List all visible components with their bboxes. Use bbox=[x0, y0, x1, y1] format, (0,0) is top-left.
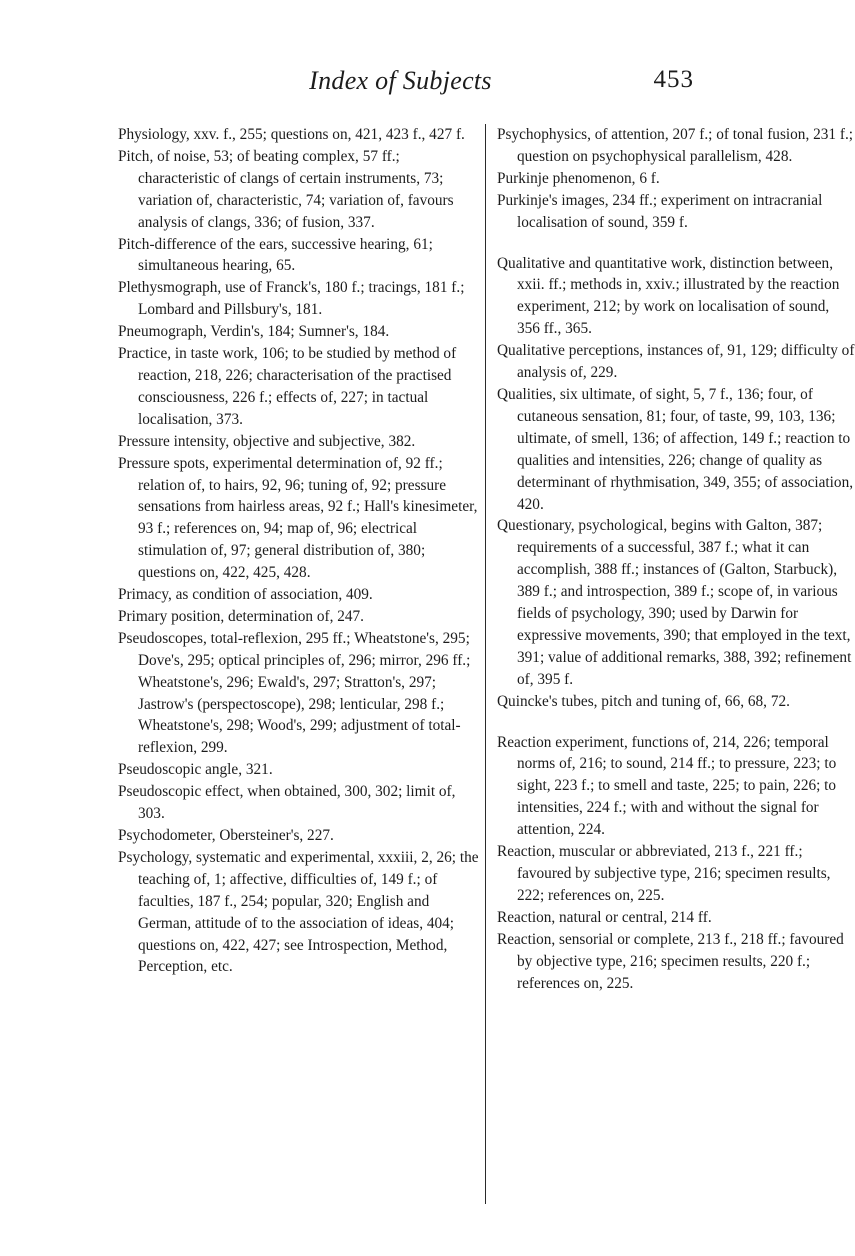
index-entry: Psychophysics, of attention, 207 f.; of tonal fusion, 231 f.; question on psychophysical parallelism, 428. bbox=[497, 126, 854, 165]
page-number: 453 bbox=[653, 66, 694, 93]
index-entry: Practice, in taste work, 106; to be studied by method of reaction, 218, 226; characterisation of the practised consciousness, 226 f.; effects of, 227; in tactual localisation, 373. bbox=[118, 345, 457, 428]
index-entry: Plethysmograph, use of Franck's, 180 f.; tracings, 181 f.; Lombard and Pillsbury's, 181. bbox=[118, 279, 465, 319]
index-entry: Primacy, as condition of association, 409. bbox=[118, 586, 373, 604]
index-entry: Pseudoscopic angle, 321. bbox=[118, 761, 273, 779]
index-entry: Pneumograph, Verdin's, 184; Sumner's, 184. bbox=[118, 323, 390, 341]
index-entry: Qualitative and quantitative work, distinction between, xxii. ff.; methods in, xxiv.; illustrated by the reaction experiment, 212; by work on localisation of sound, 356 ff., 365. bbox=[497, 254, 840, 338]
index-entry: Pitch, of noise, 53; of beating complex, 57 ff.; characteristic of clangs of certain instruments, 73; variation of, characteristic, 74; variation of, favours analysis of clangs, 336; of fusion, 337. bbox=[118, 147, 454, 231]
index-entry: Pressure intensity, objective and subjective, 382. bbox=[118, 432, 416, 450]
index-entry: Psychodometer, Obersteiner's, 227. bbox=[118, 827, 334, 844]
index-entry: Pseudoscopic effect, when obtained, 300, 302; limit of, 303. bbox=[118, 783, 456, 823]
running-header bbox=[0, 66, 801, 106]
index-column-left bbox=[118, 124, 482, 978]
index-entry: Pitch-difference of the ears, successive hearing, 61; simultaneous hearing, 65. bbox=[118, 235, 433, 275]
index-entry: Reaction, natural or central, 214 ff. bbox=[497, 908, 712, 926]
index-entry: Quincke's tubes, pitch and tuning of, 66, 68, 72. bbox=[497, 692, 790, 710]
index-entry: Pressure spots, experimental determination of, 92 ff.; relation of, to hairs, 92, 96; tuning of, 92; pressure sensations from hairless areas, 92 f.; Hall's kinesimeter, 93 f.; references on, 94; map of, 96; electrical stimulation of, 97; general distribution of, 380; questions on, 422, 425, 428. bbox=[118, 454, 478, 582]
index-entry: Primary position, determination of, 247. bbox=[118, 607, 364, 625]
index-entry: Qualities, six ultimate, of sight, 5, 7 f., 136; four, of cutaneous sensation, 81; four, of taste, 99, 103, 136; ultimate, of smell, 136; of affection, 149 f.; reaction to qualities and intensities, 226; change of quality as determinant of rhythmisation, 349, 355; of association, 420. bbox=[497, 385, 854, 513]
index-column-right bbox=[497, 124, 855, 994]
index-entry: Purkinje phenomenon, 6 f. bbox=[497, 169, 660, 187]
running-title: Index of Subjects bbox=[309, 66, 492, 95]
index-entry: Purkinje's images, 234 ff.; experiment on intracranial localisation of sound, 359 f. bbox=[497, 191, 823, 231]
index-entry: Physiology, xxv. f., 255; questions on, 421, 423 f., 427 f. bbox=[118, 126, 465, 143]
index-entry: Reaction, sensorial or complete, 213 f., 218 ff.; favoured by objective type, 216; specimen results, 220 f.; references on, 225. bbox=[497, 930, 844, 992]
index-entry: Pseudoscopes, total-reflexion, 295 ff.; Wheatstone's, 295; Dove's, 295; optical principles of, 296; mirror, 296 ff.; Wheatstone's, 296; Ewald's, 297; Stratton's, 297; Jastrow's (perspectoscope), 298; lenticular, 298 f.; Wheatstone's, 298; Wood's, 299; adjustment of total-reflexion, 299. bbox=[118, 629, 471, 757]
column-divider bbox=[485, 124, 486, 1204]
index-entry: Reaction, muscular or abbreviated, 213 f., 221 ff.; favoured by subjective type, 216; specimen results, 222; references on, 225. bbox=[497, 843, 831, 904]
index-entry: Qualitative perceptions, instances of, 91, 129; difficulty of analysis of, 229. bbox=[497, 342, 855, 382]
index-entry: Questionary, psychological, begins with Galton, 387; requirements of a successful, 387 f.; what it can accomplish, 388 ff.; instances of (Galton, Starbuck), 389 f.; and introspection, 389 f.; scope of, in various fields of psychology, 390; used by Darwin for expressive movements, 390; that employed in the text, 391; value of additional remarks, 388, 392; refinement of, 395 f. bbox=[497, 517, 852, 688]
index-entry: Psychology, systematic and experimental, xxxiii, 2, 26; the teaching of, 1; affective, difficulties of, 149 f.; of faculties, 187 f., 254; popular, 320; English and German, attitude of to the association of ideas, 404; questions on, 422, 427; see Introspection, Method, Perception, etc. bbox=[118, 848, 479, 976]
index-entry: Reaction experiment, functions of, 214, 226; temporal norms of, 216; to sound, 214 ff.; to pressure, 223; to sight, 223 f.; to smell and taste, 225; to pain, 226; to intensities, 224 f.; with and without the signal for attention, 224. bbox=[497, 733, 837, 839]
